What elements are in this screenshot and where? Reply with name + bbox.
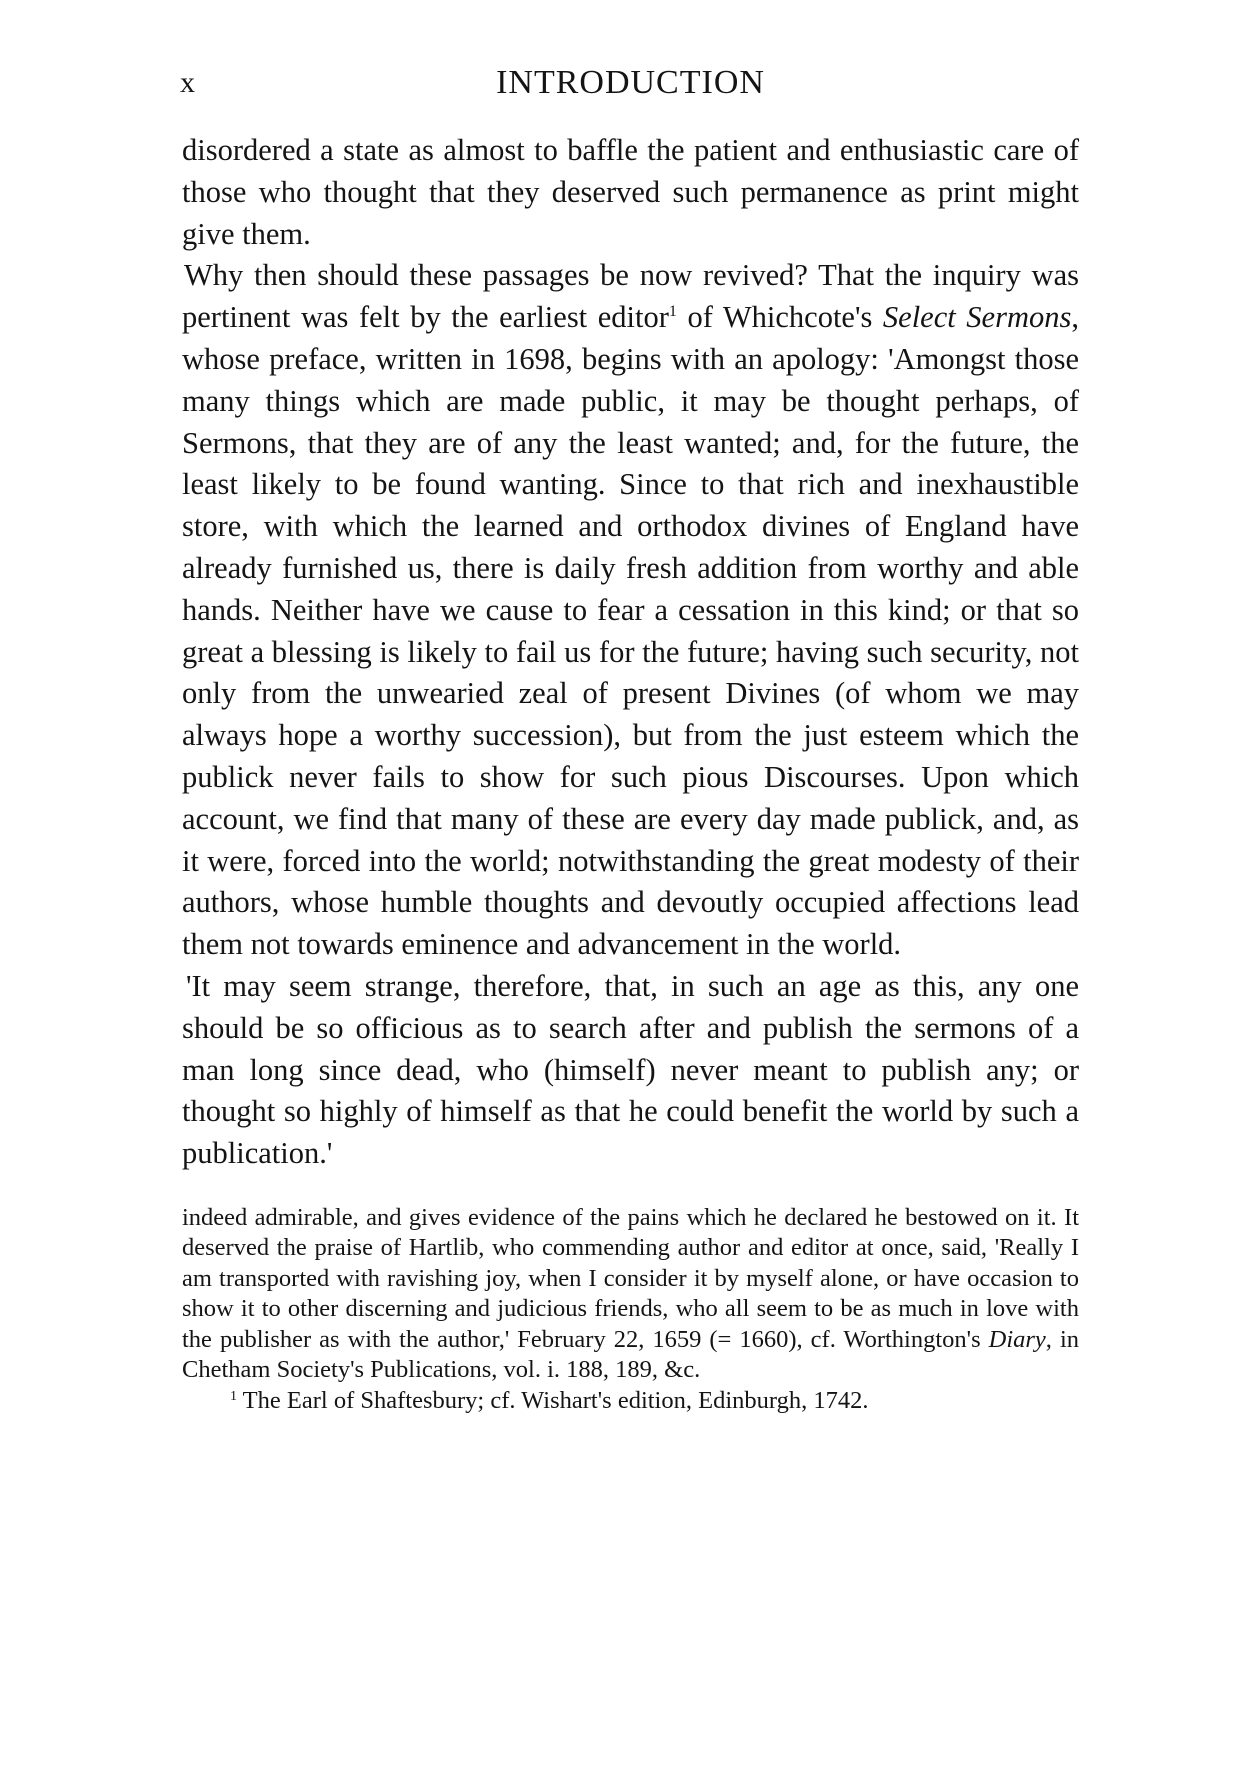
page-title: INTRODUCTION (496, 64, 765, 101)
footnotes (182, 1203, 1079, 1417)
book-title-diary: Diary (988, 1325, 1046, 1353)
footnote-1 (182, 1386, 1079, 1417)
footnote-1-text: The Earl of Shaftesbury; cf. Wishart's edition, Edinburgh, 1742. (237, 1386, 869, 1414)
paragraph-2-text-a: Why then should these passages be now revived? That the inquiry was pertinent was felt by the earliest editor (182, 258, 1079, 335)
paragraph-3: 'It may seem strange, therefore, that, in such an age as this, any one should be so officious as to search after and publish the sermons of a man long since dead, who (himself) never meant to publish any; or thought so highly of himself as that he could benefit the world by such a publication.' (182, 968, 1079, 1171)
running-head (182, 60, 1079, 116)
book-title-select-sermons: Select Sermons (882, 300, 1072, 335)
paragraph-1: disordered a state as almost to baffle the patient and enthusiastic care of those who thought that they deserved such permanence as print might give them. (182, 133, 1079, 251)
footnote-marker-1: 1 (668, 303, 677, 321)
footnote-continuation-text-a: indeed admirable, and gives evidence of the pains which he declared he bestowed on it. It deserved the praise of Hartlib, who commending author and editor at once, said, 'Really I am transported with ravishing joy, when I consider it by myself alone, or have occasion to show it to other discerning and judicious friends, who all seem to be as much in love with the publisher as with the author,' February 22, 1659 (= 1660), cf. Worthington's (182, 1203, 1079, 1353)
paragraph-2 (182, 255, 1079, 966)
body-text (182, 130, 1079, 1175)
paragraph-2-text-c: , whose preface, written in 1698, begins with an apology: 'Amongst those many things which are made public, it may be thought perhaps, of Sermons, that they are of any the least wanted; and, for the future, the least likely to be found wanting. Since to that rich and inexhaustible store, with which the learned and orthodox divines of England have already furnished us, there is daily fresh addition from worthy and able hands. Neither have we cause to fear a cessation in this kind; or that so great a blessing is likely to fail us for the future; having such security, not only from the unwearied zeal of present Divines (of whom we may always hope a worthy succession), but from the just esteem which the publick never fails to show for such pious Discourses. Upon which account, we find that many of these are every day made publick, and, as it were, forced into the world; notwithstanding the great modesty of their authors, whose humble thoughts and devoutly occupied affections lead them not towards eminence and advancement in the world. (182, 300, 1079, 962)
book-page (182, 60, 1079, 1416)
paragraph-2-text-b: of Whichcote's (676, 300, 883, 335)
page-number: x (180, 66, 195, 99)
footnote-1-marker: 1 (230, 1388, 237, 1404)
footnote-continuation (182, 1203, 1079, 1386)
footnote-continuation-text-b: , in Chetham Society's Publications, vol. i. 188, 189, &c. (182, 1325, 1079, 1384)
